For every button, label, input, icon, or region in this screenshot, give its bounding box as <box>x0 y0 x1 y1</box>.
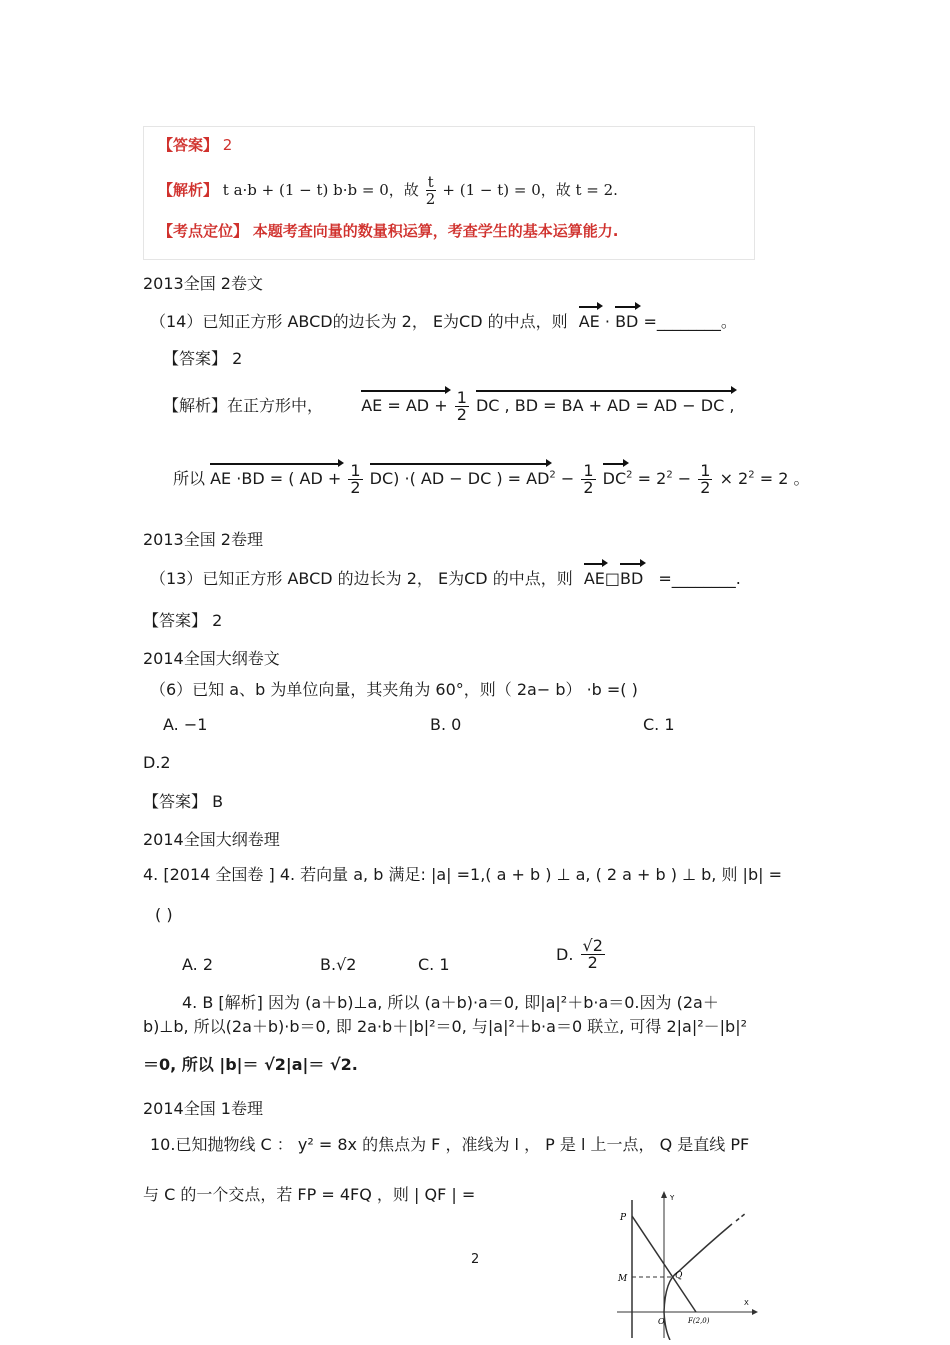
sup-2c: 2 <box>666 469 673 481</box>
option-a: A. −1 <box>163 715 208 734</box>
fraction-half <box>455 390 469 423</box>
analysis-q14-line1 <box>163 390 734 423</box>
section-header-2014-dagang-wen: 2014全国大纲卷文 <box>143 649 280 668</box>
parabola-curve-dashed <box>736 1213 746 1221</box>
page-number: 2 <box>471 1252 480 1267</box>
q14-suffix: =________。 <box>643 312 737 331</box>
formula-3h: = 2 。 <box>759 469 810 488</box>
q4-option-b: B.√2 <box>320 955 357 974</box>
label-p: P <box>620 1213 627 1223</box>
q4-option-d-frac <box>581 938 605 971</box>
q4-solution-line1: 4. B [解析] 因为 (a＋b)⊥a, 所以 (a＋b)·a＝0, 即|a|²＋b·a＝0.因为 (2a＋ <box>182 993 719 1012</box>
vector-bd: BD <box>615 312 639 331</box>
q4-option-a: A. 2 <box>182 955 214 974</box>
label-o: O <box>658 1317 665 1326</box>
q4-option-d-prefix: D. <box>556 945 574 964</box>
label-q: Q <box>675 1271 683 1281</box>
option-d: D.2 <box>143 753 171 772</box>
formula-3g: × 2 <box>719 469 749 488</box>
question-4-paren: ( ) <box>155 905 173 924</box>
formula-3c: − <box>560 469 575 488</box>
answer-label: 【答案】 <box>158 136 219 154</box>
question-4: 4. [2014 全国卷 ] 4. 若向量 a, b 满足: |a| =1,( a + b ) ⊥ a, ( 2 a + b ) ⊥ b, 则 |b| = <box>143 865 782 884</box>
formula-dc-bd: DC , BD = BA + AD = AD − DC , <box>475 396 735 415</box>
kaodian-label: 【考点定位】 <box>158 222 249 240</box>
analysis-q14-line2 <box>173 463 809 496</box>
answer-q13: 【答案】 2 <box>143 611 223 630</box>
frac4-den: 2 <box>700 478 711 497</box>
sup-2b: 2 <box>626 469 633 481</box>
question-14 <box>150 309 737 332</box>
analysis-text-2: + (1 − t) = 0，故 t = 2. <box>442 181 618 199</box>
formula-3f: − <box>677 469 692 488</box>
analysis-fraction <box>426 174 436 207</box>
formula-3b: DC) ·( AD − DC ) = AD <box>369 469 550 488</box>
section-header-2013-2-wen: 2013全国 2卷文 <box>143 274 263 293</box>
formula-3a: AE ·BD = ( AD + <box>210 469 342 488</box>
label-m: M <box>618 1274 628 1284</box>
fraction-half-2 <box>348 463 362 496</box>
frac2-den: 2 <box>350 478 361 497</box>
fraction-half-4 <box>698 463 712 496</box>
q4-option-d-num: √2 <box>582 936 603 955</box>
frac4-num: 1 <box>700 461 711 480</box>
formula-3d: DC <box>602 469 627 488</box>
question-13 <box>150 566 741 589</box>
question-10-line2: 与 C 的一个交点，若 FP = 4FQ ，则 | QF | = <box>143 1185 476 1204</box>
section-header-2014-1-li: 2014全国 1卷理 <box>143 1099 263 1118</box>
parabola-curve-upper <box>664 1224 732 1312</box>
parabola-curve-lower <box>664 1312 670 1340</box>
q4-option-d-den: 2 <box>587 953 598 972</box>
vector-ae-2: AE <box>583 569 605 588</box>
analysis-frac-den: 2 <box>425 190 436 208</box>
analysis-label: 【解析】 <box>158 181 219 199</box>
kaodian-text: 本题考查向量的数量积运算，考查学生的基本运算能力. <box>252 222 619 240</box>
answer-box-analysis <box>158 174 618 207</box>
q4-option-c: C. 1 <box>418 955 450 974</box>
label-y: Y <box>670 1194 675 1202</box>
answer-value: 2 <box>222 136 233 154</box>
fraction-half-3 <box>581 463 595 496</box>
vector-ae: AE <box>578 312 600 331</box>
so-text: 所以 <box>173 469 206 488</box>
q13-prefix: （13）已知正方形 ABCD 的边长为 2， E为CD 的中点，则 <box>150 569 573 588</box>
x-axis-arrow-icon <box>752 1309 758 1315</box>
formula-ae-ad: AE = AD + <box>361 396 448 415</box>
dot: · <box>604 312 610 331</box>
q14-prefix: （14）已知正方形 ABCD的边长为 2， E为CD 的中点，则 <box>150 312 568 331</box>
section-header-2014-dagang-li: 2014全国大纲卷理 <box>143 830 280 849</box>
frac3-num: 1 <box>583 461 594 480</box>
y-axis-arrow-icon <box>661 1191 667 1198</box>
answer-box-kaodian <box>158 220 619 241</box>
option-b: B. 0 <box>430 715 462 734</box>
sup-2d: 2 <box>748 469 755 481</box>
q4-solution-line3: ＝0, 所以 |b|＝ √2|a|＝ √2. <box>143 1055 358 1074</box>
section-header-2013-2-li: 2013全国 2卷理 <box>143 530 263 549</box>
q4-option-d <box>556 938 607 971</box>
label-x: X <box>744 1299 749 1307</box>
label-f: F(2,0) <box>688 1317 710 1325</box>
box-glyph: □ <box>604 569 620 588</box>
frac3-den: 2 <box>583 478 594 497</box>
question-6: （6）已知 a、b 为单位向量，其夹角为 60°，则（ 2a− b） ·b =( ) <box>150 680 638 699</box>
sup-2a: 2 <box>549 469 556 481</box>
vector-bd-2: BD <box>620 569 644 588</box>
analysis-q14-label: 【解析】在正方形中， <box>163 396 324 415</box>
question-10-line1: 10.已知抛物线 C ： y² = 8x 的焦点为 F ，准线为 l ， P 是 l 上一点， Q 是直线 PF <box>150 1135 750 1154</box>
answer-q14: 【答案】 2 <box>163 349 243 368</box>
parabola-figure <box>612 1190 762 1340</box>
formula-3e: = 2 <box>637 469 667 488</box>
frac2-num: 1 <box>350 461 361 480</box>
answer-q6: 【答案】 B <box>143 792 224 811</box>
q13-suffix: =________. <box>658 569 741 588</box>
answer-box-answer <box>158 134 232 155</box>
analysis-frac-num: t <box>427 173 434 191</box>
analysis-text-1: t a·b + (1 − t) b·b = 0，故 <box>222 181 419 199</box>
frac-den: 2 <box>456 405 467 424</box>
q4-solution-line2: b)⊥b, 所以(2a＋b)·b＝0, 即 2a·b＋|b|²＝0, 与|a|²＋b·a＝0 联立, 可得 2|a|²－|b|² <box>143 1017 748 1036</box>
frac-num: 1 <box>456 388 467 407</box>
option-c: C. 1 <box>643 715 675 734</box>
